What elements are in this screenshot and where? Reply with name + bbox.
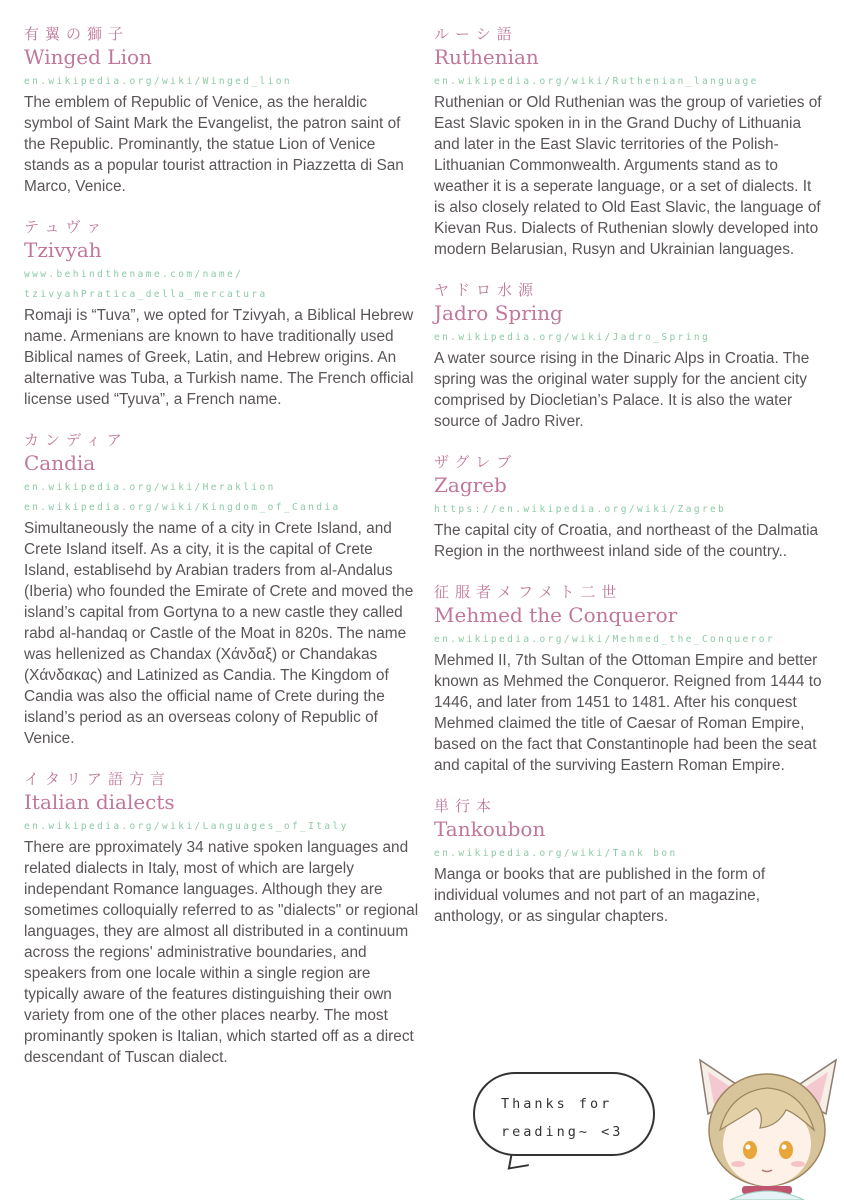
entry-japanese-title: 征服者メフメト二世 <box>434 583 623 601</box>
entry-tzivyah <box>24 217 419 410</box>
entry-title: Winged Lion <box>24 45 152 69</box>
entry-japanese-title: カンディア <box>24 431 128 449</box>
entry-description: Simultaneously the name of a city in Crete Island, and Crete Island itself. As a city, it is the capital of Crete Island, establisehd by Arabian traders from al-Andalus (Iberia) who founded the Emirate of Crete and moved the island’s capital from Gortyna to a new castle they called rabd al-handaq or Castle of the Moat in 820s. The name was hellenized as Chandax (Χάνδαξ) or Chandakas (Χάνδακας) and Latinized as Candia. The Kingdom of Candia was also the official name of Crete during the island’s period as an overseas colony of Republic of Venice. <box>24 520 414 747</box>
entry-winged-lion <box>24 24 419 197</box>
entry-japanese-title: ヤドロ水源 <box>434 281 540 299</box>
entry-url[interactable]: en.wikipedia.org/wiki/Heraklion <box>24 482 276 493</box>
speech-bubble-line: Thanks for <box>501 1096 613 1112</box>
left-column <box>24 24 419 1088</box>
entry-url[interactable]: tzivyahPratica_della_mercatura <box>24 289 268 300</box>
blush-icon <box>731 1161 745 1167</box>
entry-japanese-title: イタリア語方言 <box>24 770 172 788</box>
entry-title: Candia <box>24 451 96 475</box>
entry-japanese-title: ルーシ語 <box>434 25 518 43</box>
entry-jadro-spring <box>434 280 824 432</box>
speech-bubble <box>473 1072 655 1156</box>
right-eye-icon <box>779 1141 793 1159</box>
entry-title: Tzivyah <box>24 238 102 262</box>
entry-zagreb <box>434 452 824 562</box>
entry-url[interactable]: www.behindthename.com/name/ <box>24 269 244 280</box>
entry-japanese-title: ザグレブ <box>434 453 518 471</box>
entry-description: Ruthenian or Old Ruthenian was the group of varieties of East Slavic spoken in in the Grand Duchy of Lithuania and later in the East Slavic territories of the Polish-Lithuanian Commonwealth. Arguments stand as to weather it is a seperate language, or a set of dialects. It is also closely related to Old East Slavic, the language of Kievan Rus. Dialects of Ruthenian slowly developed into modern Belarusian, Rusyn and Ukrainian languages. <box>434 94 822 258</box>
entry-title: Tankoubon <box>434 817 546 841</box>
entry-url[interactable]: en.wikipedia.org/wiki/Tank bon <box>434 848 678 859</box>
entry-url[interactable]: en.wikipedia.org/wiki/Mehmed_the_Conqueror <box>434 634 776 645</box>
entry-description: A water source rising in the Dinaric Alps in Croatia. The spring was the original water supply for the ancient city comprised by Diocletian’s Palace. It is also the water source of Jadro River. <box>434 350 810 430</box>
entry-url[interactable]: https://en.wikipedia.org/wiki/Zagreb <box>434 504 727 515</box>
entry-url[interactable]: en.wikipedia.org/wiki/Languages_of_Italy <box>24 821 349 832</box>
entry-description: Mehmed II, 7th Sultan of the Ottoman Empire and better known as Mehmed the Conqueror. Reigned from 1444 to 1446, and later from 1451 to 1481. After his conquest Mehmed claimed the title of Caesar of Roman Empire, based on the fact that Constantinople had been the seat and capital of the surviving Eastern Roman Empire. <box>434 652 822 774</box>
mascot-cat-boy-illustration <box>690 1052 844 1200</box>
entry-description: There are pproximately 34 native spoken languages and related dialects in Italy, most of which are largely independant Romance languages. Although they are sometimes colloquially referred to as "dialects" or regional languages, they are almost all distributed in a continuum across the regions' administrative boundaries, and speakers from one locale within a single region are typically aware of the features distinguishing their own variety from one of the other places nearby. The most prominantly spoken is Italian, which started off as a direct descendant of Tuscan dialect. <box>24 839 419 1066</box>
entry-japanese-title: 単行本 <box>434 797 498 815</box>
entry-url[interactable]: en.wikipedia.org/wiki/Winged_lion <box>24 76 292 87</box>
entry-title: Italian dialects <box>24 790 175 814</box>
blush-icon <box>791 1161 805 1167</box>
entry-title: Mehmed the Conqueror <box>434 603 678 627</box>
entry-title: Zagreb <box>434 473 507 497</box>
entry-title: Ruthenian <box>434 45 539 69</box>
entry-description: Romaji is “Tuva”, we opted for Tzivyah, a Biblical Hebrew name. Armenians are known to have traditionally used Biblical names of Greek, Latin, and Hebrew origins. An alternative was Tuba, a Turkish name. The French official license used “Tyuva”, a French name. <box>24 307 414 408</box>
entry-url[interactable]: en.wikipedia.org/wiki/Ruthenian_language <box>434 76 759 87</box>
entry-tankoubon <box>434 796 824 927</box>
entry-url[interactable]: en.wikipedia.org/wiki/Kingdom_of_Candia <box>24 502 341 513</box>
entry-title: Jadro Spring <box>434 301 563 325</box>
right-column <box>434 24 824 947</box>
entry-description: Manga or books that are published in the form of individual volumes and not part of an magazine, anthology, or as singular chapters. <box>434 866 766 925</box>
entry-description: The capital city of Croatia, and northeast of the Dalmatia Region in the northweest inland side of the country.. <box>434 522 819 560</box>
entry-mehmed <box>434 582 824 776</box>
entry-italian-dialects <box>24 769 419 1068</box>
entry-description: The emblem of Republic of Venice, as the heraldic symbol of Saint Mark the Evangelist, the patron saint of the Republic. Prominantly, the statue Lion of Venice stands as a popular tourist attraction in Piazzetta di San Marco, Venice. <box>24 94 404 195</box>
speech-bubble-line: reading~ <3 <box>501 1124 624 1140</box>
entry-candia <box>24 430 419 749</box>
entry-japanese-title: テュヴァ <box>24 218 108 236</box>
entry-japanese-title: 有翼の獅子 <box>24 25 130 43</box>
left-eye-icon <box>743 1141 757 1159</box>
entry-ruthenian <box>434 24 824 260</box>
entry-url[interactable]: en.wikipedia.org/wiki/Jadro_Spring <box>434 332 711 343</box>
